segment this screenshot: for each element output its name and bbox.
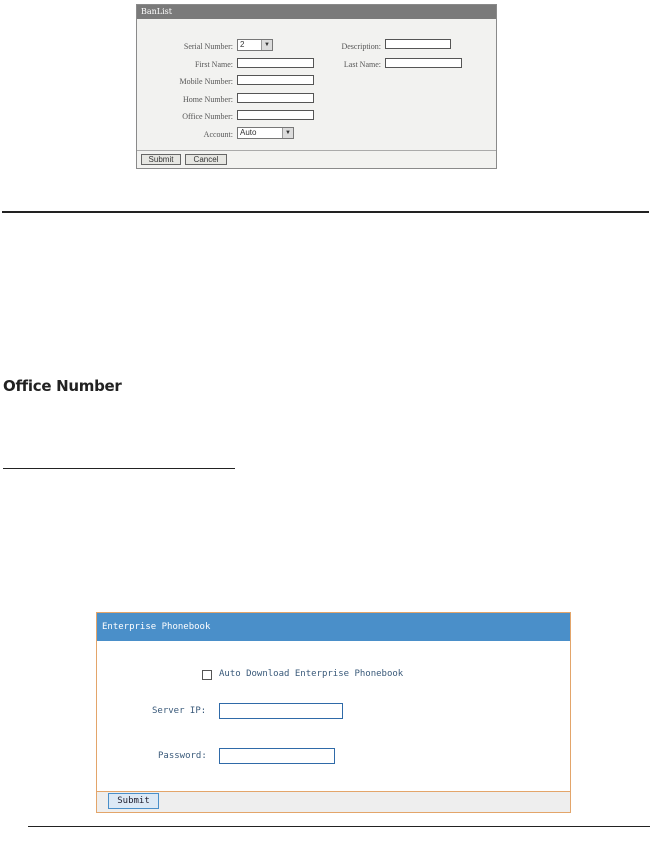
mobile-number-label: Mobile Number:	[179, 77, 233, 86]
home-number-input[interactable]	[237, 93, 314, 103]
auto-download-checkbox[interactable]	[202, 670, 212, 680]
home-number-label: Home Number:	[183, 95, 233, 104]
chevron-down-icon: ▼	[261, 40, 272, 50]
server-ip-input[interactable]	[219, 703, 343, 719]
serial-number-label: Serial Number:	[183, 42, 233, 51]
password-label: Password:	[158, 751, 207, 761]
office-number-input[interactable]	[237, 110, 314, 120]
account-value: Auto	[240, 128, 257, 137]
auto-download-label: Auto Download Enterprise Phonebook	[219, 669, 404, 679]
phonebook-submit-button[interactable]: Submit	[108, 793, 159, 809]
enterprise-phonebook-panel	[96, 612, 571, 813]
last-name-input[interactable]	[385, 58, 462, 68]
password-input[interactable]	[219, 748, 335, 764]
banlist-footer	[137, 150, 496, 168]
banlist-submit-button[interactable]: Submit	[141, 154, 181, 165]
office-number-label: Office Number:	[182, 112, 233, 121]
section-heading: Office Number	[3, 377, 122, 395]
first-name-label: First Name:	[195, 60, 233, 69]
phonebook-title: Enterprise Phonebook	[97, 613, 570, 641]
section-divider	[2, 211, 649, 213]
footer-divider	[28, 826, 650, 827]
mobile-number-input[interactable]	[237, 75, 314, 85]
description-label: Description:	[341, 42, 381, 51]
serial-number-value: 2	[240, 40, 245, 49]
server-ip-label: Server IP:	[152, 706, 207, 716]
account-select[interactable]	[237, 127, 294, 139]
heading-underline	[3, 468, 235, 469]
account-label: Account:	[203, 130, 233, 139]
chevron-down-icon: ▼	[282, 128, 293, 138]
banlist-title: BanList	[137, 5, 496, 19]
phonebook-footer	[97, 791, 570, 812]
last-name-label: Last Name:	[343, 60, 381, 69]
banlist-cancel-button[interactable]: Cancel	[185, 154, 227, 165]
serial-number-select[interactable]	[237, 39, 273, 51]
description-input[interactable]	[385, 39, 451, 49]
banlist-panel	[136, 4, 497, 169]
